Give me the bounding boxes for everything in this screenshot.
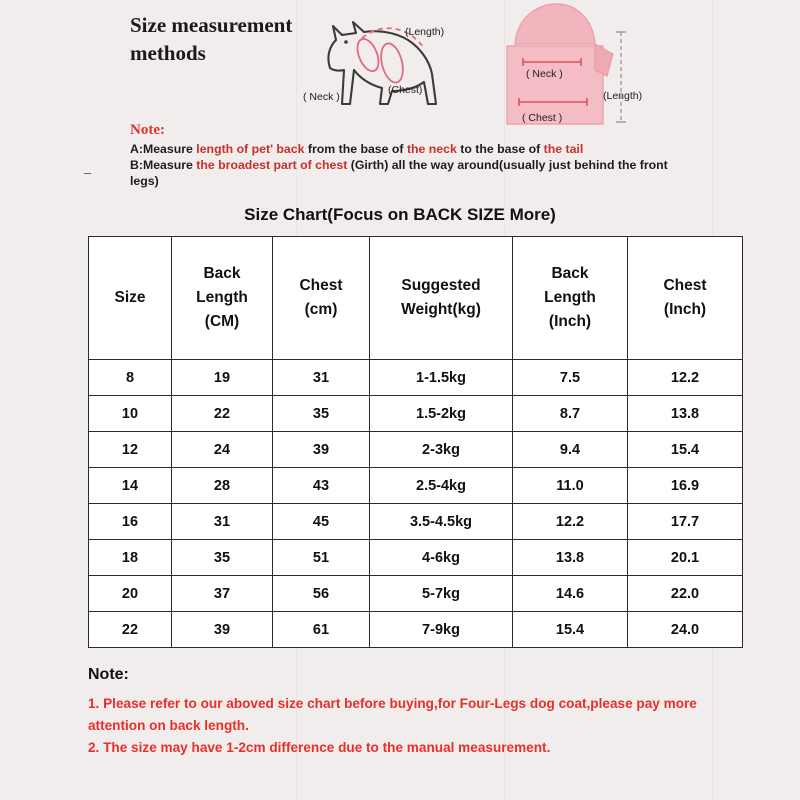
note-a-mid-1: from the base of: [304, 142, 407, 156]
cell-size: 22: [89, 612, 172, 648]
note-b-emphasis-1: the broadest part of chest: [196, 158, 348, 173]
cell-weight: 4-6kg: [370, 540, 513, 576]
cell-weight: 1.5-2kg: [370, 396, 513, 432]
measurement-note-a: [130, 141, 690, 157]
cell-back-length-inch: 12.2: [513, 504, 628, 540]
cell-chest-cm: 56: [273, 576, 370, 612]
header-line: Back: [551, 264, 589, 282]
cell-size: 20: [89, 576, 172, 612]
dog-length-label: (Length): [405, 26, 445, 38]
header-line: Length: [544, 288, 596, 306]
cell-size: 14: [89, 468, 172, 504]
column-header-back-length-cm: [172, 237, 273, 360]
cell-back-length-cm: 22: [172, 396, 273, 432]
header-line: Length: [196, 288, 248, 306]
dog-chest-label: (Chest): [388, 84, 423, 96]
cell-chest-cm: 43: [273, 468, 370, 504]
hoodie-diagram: [495, 2, 675, 132]
header-line: Chest: [663, 276, 707, 294]
cell-weight: 7-9kg: [370, 612, 513, 648]
table-head: [89, 237, 743, 360]
cell-weight: 5-7kg: [370, 576, 513, 612]
cell-chest-inch: 16.9: [628, 468, 743, 504]
table-header-row: [89, 237, 743, 360]
table-row: [89, 396, 743, 432]
cell-back-length-inch: 13.8: [513, 540, 628, 576]
header-line: (Inch): [663, 301, 707, 318]
column-header-size: [89, 237, 172, 360]
header-line: Back: [203, 264, 241, 282]
dog-neck-label: ( Neck ): [303, 91, 340, 103]
cell-chest-inch: 22.0: [628, 576, 743, 612]
cell-chest-cm: 31: [273, 360, 370, 396]
table-body: [89, 360, 743, 648]
footer-note: [88, 666, 728, 759]
table-row: [89, 504, 743, 540]
chart-title: Size Chart(Focus on BACK SIZE More): [244, 205, 556, 224]
cell-back-length-inch: 11.0: [513, 468, 628, 504]
size-chart-table-wrapper: [88, 236, 712, 648]
cell-weight: 1-1.5kg: [370, 360, 513, 396]
note-a-emphasis-1: length of pet' back: [196, 142, 305, 156]
cell-chest-cm: 39: [273, 432, 370, 468]
column-header-chest-inch: [628, 237, 743, 360]
cell-chest-inch: 12.2: [628, 360, 743, 396]
note-b-prefix: B:Measure: [130, 158, 197, 173]
cell-chest-inch: 20.1: [628, 540, 743, 576]
measurement-note-b: [130, 157, 690, 189]
note-a-prefix: A:Measure: [130, 142, 197, 156]
measurement-note-heading: Note:: [130, 122, 165, 138]
column-header-suggested-weight: [370, 237, 513, 360]
cell-back-length-cm: 31: [172, 504, 273, 540]
cell-chest-inch: 13.8: [628, 396, 743, 432]
dog-diagram: [300, 8, 490, 123]
header-line: Weight(kg): [401, 301, 481, 318]
header-section: [0, 0, 800, 200]
cell-chest-cm: 51: [273, 540, 370, 576]
cell-back-length-cm: 35: [172, 540, 273, 576]
header-line: Suggested: [401, 276, 481, 294]
hoodie-chest-label: ( Chest ): [522, 112, 563, 124]
table-row: [89, 468, 743, 504]
cell-chest-inch: 17.7: [628, 504, 743, 540]
cell-weight: 2.5-4kg: [370, 468, 513, 504]
header-line: (Inch): [548, 313, 592, 330]
cell-back-length-cm: 19: [172, 360, 273, 396]
cell-chest-inch: 24.0: [628, 612, 743, 648]
note-a-mid-2: to the base of: [456, 142, 544, 156]
cell-back-length-cm: 24: [172, 432, 273, 468]
cell-back-length-inch: 15.4: [513, 612, 628, 648]
column-header-back-length-inch: [513, 237, 628, 360]
cell-chest-cm: 35: [273, 396, 370, 432]
page-title: Size measurement methods: [130, 13, 293, 65]
header-line: (cm): [304, 301, 338, 318]
table-row: [89, 432, 743, 468]
footer-note-line-2: 2. The size may have 1-2cm difference due to the manual measurement.: [88, 740, 551, 756]
cell-size: 12: [89, 432, 172, 468]
cell-size: 10: [89, 396, 172, 432]
table-row: [89, 612, 743, 648]
hoodie-length-label: (Length): [603, 90, 643, 102]
header-line: Size: [114, 288, 146, 306]
dog-outline-icon: [300, 8, 490, 123]
header-line: Chest: [299, 276, 343, 294]
cell-back-length-inch: 14.6: [513, 576, 628, 612]
cell-back-length-inch: 7.5: [513, 360, 628, 396]
left-dash-mark: –: [84, 165, 92, 180]
cell-size: 16: [89, 504, 172, 540]
cell-chest-inch: 15.4: [628, 432, 743, 468]
table-row: [89, 360, 743, 396]
cell-chest-cm: 61: [273, 612, 370, 648]
cell-back-length-cm: 37: [172, 576, 273, 612]
note-a-emphasis-2: the neck: [406, 142, 457, 156]
cell-size: 8: [89, 360, 172, 396]
cell-back-length-inch: 9.4: [513, 432, 628, 468]
cell-weight: 2-3kg: [370, 432, 513, 468]
column-header-chest-cm: [273, 237, 370, 360]
size-chart-table: [88, 236, 743, 648]
cell-back-length-cm: 28: [172, 468, 273, 504]
cell-back-length-inch: 8.7: [513, 396, 628, 432]
footer-note-line-1: 1. Please refer to our aboved size chart before buying,for Four-Legs dog coat,please pay more attention on back length.: [88, 696, 697, 734]
hoodie-neck-label: ( Neck ): [526, 68, 563, 80]
table-row: [89, 576, 743, 612]
cell-chest-cm: 45: [273, 504, 370, 540]
note-b-rest: (Girth) all the way around(usually just behind the front legs): [130, 158, 668, 189]
cell-size: 18: [89, 540, 172, 576]
table-row: [89, 540, 743, 576]
cell-weight: 3.5-4.5kg: [370, 504, 513, 540]
cell-back-length-cm: 39: [172, 612, 273, 648]
header-line: (CM): [204, 313, 240, 330]
footer-note-heading: Note:: [88, 666, 129, 683]
measurement-note: [130, 122, 690, 190]
note-a-emphasis-3: the tail: [543, 142, 584, 156]
